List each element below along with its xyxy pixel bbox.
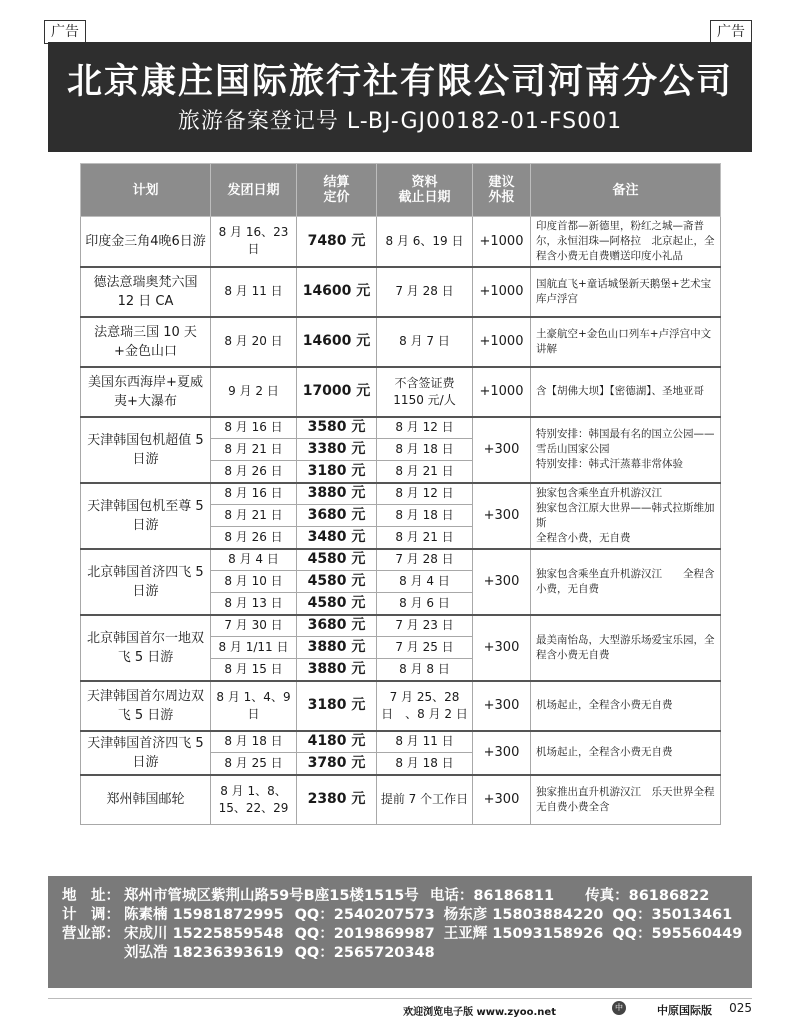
welcome-text: 欢迎浏览电子版 www.zyoo.net xyxy=(403,1007,556,1018)
note-cell: 最美南怡岛，大型游乐场爱宝乐园，全程含小费无自费 xyxy=(531,615,721,681)
deadline-cell: 7 月 25、28 日 、8 月 2 日 xyxy=(377,681,473,731)
sales-qq-label: QQ： xyxy=(294,926,334,942)
deadline-cell: 8 月 6 日 xyxy=(377,593,473,615)
table-row xyxy=(81,775,721,825)
date-cell: 8 月 18 日 xyxy=(211,731,297,753)
extra-cell: +300 xyxy=(473,417,531,483)
phone-value: 86186811 xyxy=(473,888,555,904)
extra-cell: +300 xyxy=(473,483,531,549)
date-cell: 8 月 13 日 xyxy=(211,593,297,615)
tour-table xyxy=(80,163,721,825)
extra-cell: +1000 xyxy=(473,217,531,267)
fax-label: 传真： xyxy=(585,888,629,904)
table-row xyxy=(81,267,721,317)
table-row xyxy=(81,731,721,753)
sales2-qq-label: QQ： xyxy=(612,926,652,942)
header-deadline xyxy=(377,164,473,217)
deadline-cell: 8 月 12 日 xyxy=(377,483,473,505)
date-cell: 8 月 15 日 xyxy=(211,659,297,681)
sales2-qq: 595560449 xyxy=(651,926,743,942)
price-cell: 4580 元 xyxy=(297,593,377,615)
table-body xyxy=(81,217,721,825)
sales-mobile: 15225859548 xyxy=(172,926,284,942)
plan-cell: 北京韩国首济四飞 5 日游 xyxy=(81,549,211,615)
date-cell: 8 月 16 日 xyxy=(211,483,297,505)
note-cell: 独家推出直升机游汉江 乐天世界全程无自费小费全含 xyxy=(531,775,721,825)
note-cell: 印度首都—新德里，粉红之城—斋普尔，永恒泪珠—阿格拉 北京起止，全程含小费无自费赠送印度小礼品 xyxy=(531,217,721,267)
planner-mobile: 15981872995 xyxy=(172,907,284,923)
date-cell: 8 月 26 日 xyxy=(211,527,297,549)
sales3-mobile: 18236393619 xyxy=(172,945,284,961)
table-row xyxy=(81,217,721,267)
logo-icon: 中 xyxy=(612,1001,626,1015)
date-cell: 8 月 10 日 xyxy=(211,571,297,593)
planner2-qq-label: QQ： xyxy=(612,907,652,923)
note-cell: 机场起止，全程含小费无自费 xyxy=(531,731,721,775)
plan-cell: 天津韩国首济四飞 5 日游 xyxy=(81,731,211,775)
header-banner xyxy=(48,42,752,152)
price-cell: 3780 元 xyxy=(297,753,377,775)
deadline-cell: 8 月 18 日 xyxy=(377,753,473,775)
date-cell: 8 月 25 日 xyxy=(211,753,297,775)
sales-label: 营业部： xyxy=(62,926,120,942)
note-cell: 含【胡佛大坝】【密德湖】、圣地亚哥 xyxy=(531,367,721,417)
sales-row-2 xyxy=(124,941,752,962)
price-cell: 7480 元 xyxy=(297,217,377,267)
extra-cell: +300 xyxy=(473,775,531,825)
date-cell: 7 月 30 日 xyxy=(211,615,297,637)
extra-cell: +1000 xyxy=(473,317,531,367)
date-cell: 8 月 16 日 xyxy=(211,417,297,439)
extra-cell: +300 xyxy=(473,731,531,775)
header-price-1: 结算 xyxy=(323,175,350,190)
ad-label-right: 广告 xyxy=(710,20,752,44)
date-cell: 8 月 20 日 xyxy=(211,317,297,367)
plan-cell: 天津韩国包机超值 5 日游 xyxy=(81,417,211,483)
sales2-mobile: 15093158926 xyxy=(492,926,604,942)
sales-name: 宋成川 xyxy=(124,926,168,942)
extra-cell: +300 xyxy=(473,615,531,681)
header-deadline-2: 截止日期 xyxy=(398,190,451,205)
header-note: 备注 xyxy=(531,164,721,217)
table-row xyxy=(81,483,721,505)
date-cell: 8 月 16、23 日 xyxy=(211,217,297,267)
extra-cell: +1000 xyxy=(473,367,531,417)
header-deadline-1: 资料 xyxy=(411,175,438,190)
deadline-cell: 8 月 12 日 xyxy=(377,417,473,439)
table-header-row xyxy=(81,164,721,217)
sales3-qq: 2565720348 xyxy=(333,945,435,961)
plan-cell: 德法意瑞奥梵六国 12 日 CA xyxy=(81,267,211,317)
price-cell: 3680 元 xyxy=(297,505,377,527)
plan-cell: 美国东西海岸+夏威夷+大瀑布 xyxy=(81,367,211,417)
deadline-cell: 7 月 23 日 xyxy=(377,615,473,637)
registration-number: 旅游备案登记号 L-BJ-GJ00182-01-FS001 xyxy=(177,109,623,134)
header-extra xyxy=(473,164,531,217)
extra-cell: +1000 xyxy=(473,267,531,317)
fax-value: 86186822 xyxy=(628,888,710,904)
price-cell: 3880 元 xyxy=(297,659,377,681)
date-cell: 8 月 4 日 xyxy=(211,549,297,571)
price-cell: 3880 元 xyxy=(297,637,377,659)
price-cell: 3880 元 xyxy=(297,483,377,505)
planner-qq-label: QQ： xyxy=(294,907,334,923)
note-cell: 独家包含乘坐直升机游汉江 全程含小费，无自费 xyxy=(531,549,721,615)
deadline-cell: 8 月 7 日 xyxy=(377,317,473,367)
date-cell: 8 月 21 日 xyxy=(211,505,297,527)
plan-cell: 郑州韩国邮轮 xyxy=(81,775,211,825)
planner2-mobile: 15803884220 xyxy=(492,907,604,923)
ad-label-left: 广告 xyxy=(44,20,86,44)
price-cell: 2380 元 xyxy=(297,775,377,825)
price-cell: 4580 元 xyxy=(297,571,377,593)
price-cell: 4580 元 xyxy=(297,549,377,571)
page-footer xyxy=(48,998,752,1019)
price-cell: 3180 元 xyxy=(297,681,377,731)
header-extra-1: 建议 xyxy=(488,175,515,190)
table-row xyxy=(81,317,721,367)
deadline-cell: 8 月 4 日 xyxy=(377,571,473,593)
note-cell: 土豪航空+金色山口列车+卢浮宫中文讲解 xyxy=(531,317,721,367)
price-cell: 3580 元 xyxy=(297,417,377,439)
header-price xyxy=(297,164,377,217)
header-extra-2: 外报 xyxy=(488,190,515,205)
plan-cell: 天津韩国首尔周边双飞 5 日游 xyxy=(81,681,211,731)
page-number: 025 xyxy=(729,1001,752,1015)
deadline-cell: 8 月 18 日 xyxy=(377,505,473,527)
planner-row xyxy=(62,903,752,924)
deadline-cell: 7 月 25 日 xyxy=(377,637,473,659)
deadline-cell: 不含签证费 1150 元/人 xyxy=(377,367,473,417)
address-text: 郑州市管城区紫荆山路59号B座15楼1515号 xyxy=(124,888,419,904)
deadline-cell: 8 月 21 日 xyxy=(377,527,473,549)
sales3-name: 刘弘浩 xyxy=(124,945,168,961)
planner-label: 计 调： xyxy=(62,907,120,923)
header-plan: 计划 xyxy=(81,164,211,217)
price-cell: 17000 元 xyxy=(297,367,377,417)
table-row xyxy=(81,367,721,417)
plan-cell: 北京韩国首尔一地双飞 5 日游 xyxy=(81,615,211,681)
note-cell: 独家包含乘坐直升机游汉江 独家包含江原大世界——韩式拉斯维加斯 全程含小费，无自费 xyxy=(531,483,721,549)
table-row xyxy=(81,549,721,571)
price-cell: 3380 元 xyxy=(297,439,377,461)
date-cell: 9 月 2 日 xyxy=(211,367,297,417)
date-cell: 8 月 1、8、15、22、29 xyxy=(211,775,297,825)
address-label: 地 址： xyxy=(62,888,120,904)
deadline-cell: 8 月 6、19 日 xyxy=(377,217,473,267)
plan-cell: 天津韩国包机至尊 5 日游 xyxy=(81,483,211,549)
plan-cell: 法意瑞三国 10 天+金色山口 xyxy=(81,317,211,367)
deadline-cell: 8 月 21 日 xyxy=(377,461,473,483)
sales-qq: 2019869987 xyxy=(333,926,435,942)
company-name: 北京康庄国际旅行社有限公司河南分公司 xyxy=(66,62,733,102)
table-row xyxy=(81,681,721,731)
table-row xyxy=(81,417,721,439)
sales2-name: 王亚辉 xyxy=(443,926,488,942)
header-depart: 发团日期 xyxy=(211,164,297,217)
deadline-cell: 7 月 28 日 xyxy=(377,267,473,317)
price-cell: 3680 元 xyxy=(297,615,377,637)
note-cell: 国航直飞+童话城堡新天鹅堡+艺术宝库卢浮宫 xyxy=(531,267,721,317)
contact-footer xyxy=(48,876,752,988)
deadline-cell: 8 月 18 日 xyxy=(377,439,473,461)
planner-name: 陈素楠 xyxy=(124,907,168,923)
deadline-cell: 7 月 28 日 xyxy=(377,549,473,571)
deadline-cell: 提前 7 个工作日 xyxy=(377,775,473,825)
date-cell: 8 月 26 日 xyxy=(211,461,297,483)
date-cell: 8 月 1/11 日 xyxy=(211,637,297,659)
note-cell: 特别安排：韩国最有名的国立公园——雪岳山国家公园 特别安排：韩式汗蒸幕非常体验 xyxy=(531,417,721,483)
header-price-2: 定价 xyxy=(323,190,350,205)
sales3-qq-label: QQ： xyxy=(294,945,334,961)
extra-cell: +300 xyxy=(473,681,531,731)
table-row xyxy=(81,615,721,637)
deadline-cell: 8 月 11 日 xyxy=(377,731,473,753)
address-row xyxy=(62,884,752,905)
date-cell: 8 月 11 日 xyxy=(211,267,297,317)
price-cell: 14600 元 xyxy=(297,317,377,367)
sales-row xyxy=(62,922,752,943)
date-cell: 8 月 1、4、9 日 xyxy=(211,681,297,731)
extra-cell: +300 xyxy=(473,549,531,615)
phone-label: 电话： xyxy=(429,888,474,904)
price-cell: 3180 元 xyxy=(297,461,377,483)
planner2-name: 杨东彦 xyxy=(443,907,488,923)
date-cell: 8 月 21 日 xyxy=(211,439,297,461)
note-cell: 机场起止，全程含小费无自费 xyxy=(531,681,721,731)
price-cell: 14600 元 xyxy=(297,267,377,317)
price-cell: 4180 元 xyxy=(297,731,377,753)
price-cell: 3480 元 xyxy=(297,527,377,549)
deadline-cell: 8 月 8 日 xyxy=(377,659,473,681)
planner-qq: 2540207573 xyxy=(333,907,435,923)
planner2-qq: 35013461 xyxy=(651,907,733,923)
plan-cell: 印度金三角4晚6日游 xyxy=(81,217,211,267)
edition-name: 中原国际版 xyxy=(657,1004,712,1017)
